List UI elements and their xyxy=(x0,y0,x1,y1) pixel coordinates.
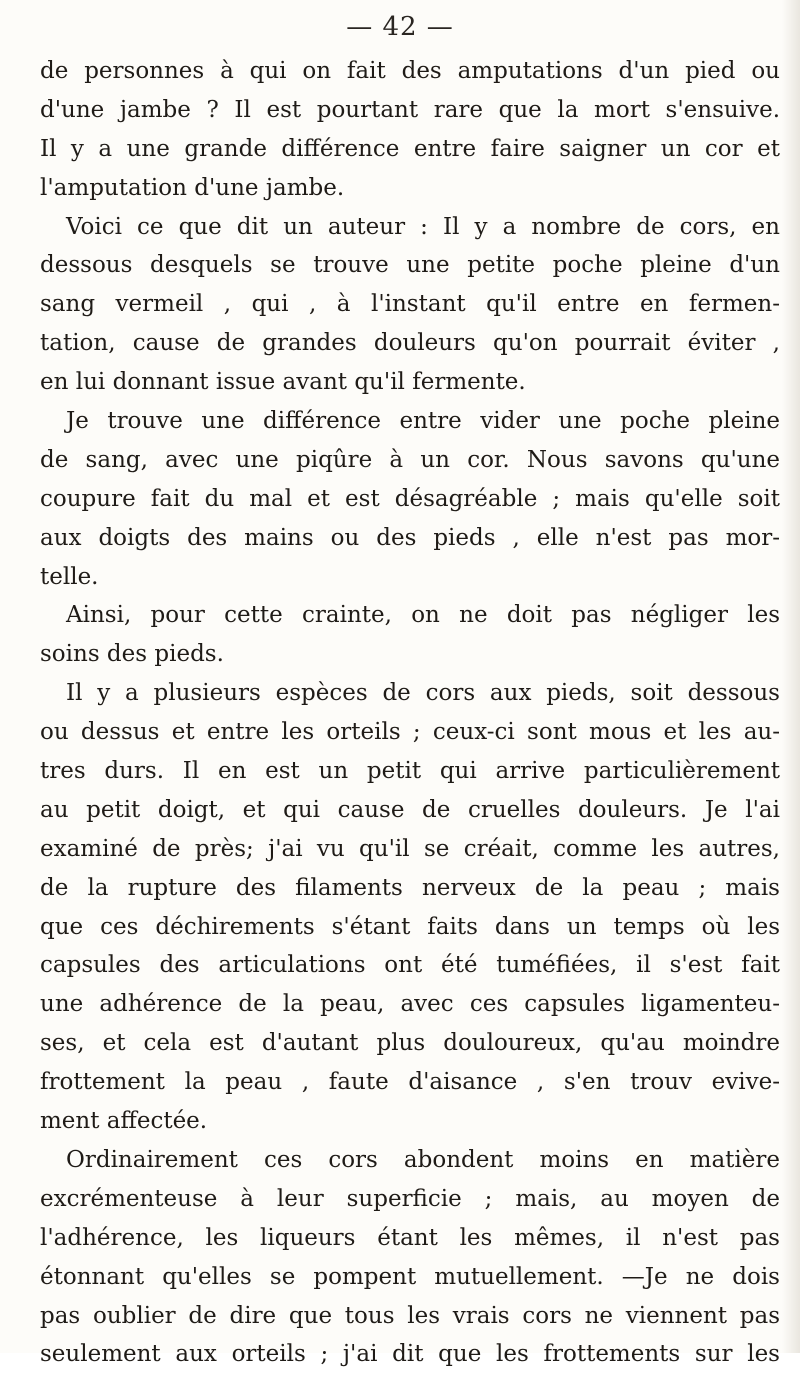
text-line: soins des pieds. xyxy=(40,641,224,668)
text-line: une adhérence de la peau, avec ces capsules ligamenteu- xyxy=(40,991,780,1018)
text-line: que ces déchirements s'étant faits dans un temps où les xyxy=(40,913,780,940)
text-line: étonnant qu'elles se pompent mutuellement. —Je ne dois xyxy=(40,1263,780,1290)
text-line: telle. xyxy=(40,563,99,590)
text-line: coupure fait du mal et est désagréable ; mais qu'elle soit xyxy=(40,485,780,512)
text-line: tation, cause de grandes douleurs qu'on pourrait éviter , xyxy=(40,330,780,357)
text-line: en lui donnant issue avant qu'il fermente. xyxy=(40,369,526,396)
text-line: aux doigts des mains ou des pieds , elle n'est pas mor- xyxy=(40,524,780,551)
text-line: l'amputation d'une jambe. xyxy=(40,174,345,201)
page-edge-shadow xyxy=(782,0,800,1353)
page-number: — 42 — xyxy=(346,12,454,42)
text-line: au petit doigt, et qui cause de cruelles douleurs. Je l'ai xyxy=(40,796,780,823)
text-line: de la rupture des filaments nerveux de la peau ; mais xyxy=(40,874,780,901)
text-line: Voici ce que dit un auteur : Il y a nombre de cors, en xyxy=(66,213,780,240)
text-line: frottement la peau , faute d'aisance , s'en trouv evive- xyxy=(40,1069,780,1096)
text-line: sang vermeil , qui , à l'instant qu'il entre en fermen- xyxy=(40,291,780,318)
text-line: de personnes à qui on fait des amputations d'un pied ou xyxy=(40,58,780,84)
text-line: l'adhérence, les liqueurs étant les mêmes, il n'est pas xyxy=(40,1224,780,1251)
text-line: de sang, avec une piqûre à un cor. Nous savons qu'une xyxy=(40,446,780,473)
text-line: ses, et cela est d'autant plus douloureux, qu'au moindre xyxy=(40,1030,780,1057)
text-line: seulement aux orteils ; j'ai dit que les frottements sur les xyxy=(40,1341,780,1368)
text-line: pas oublier de dire que tous les vrais cors ne viennent pas xyxy=(40,1302,780,1329)
text-line: capsules des articulations ont été tuméfiées, il s'est fait xyxy=(40,952,780,979)
text-line: Ainsi, pour cette crainte, on ne doit pas négliger les xyxy=(66,602,780,629)
text-line: ou dessus et entre les orteils ; ceux-ci sont mous et les au- xyxy=(40,719,780,746)
text-line: Il y a plusieurs espèces de cors aux pieds, soit dessous xyxy=(66,680,780,707)
text-line: d'une jambe ? Il est pourtant rare que la mort s'ensuive. xyxy=(40,96,780,123)
text-line: excrémenteuse à leur superficie ; mais, au moyen de xyxy=(40,1185,780,1212)
text-line: Il y a une grande différence entre faire saigner un cor et xyxy=(40,135,780,162)
body-text xyxy=(40,52,780,1374)
text-line: ment affectée. xyxy=(40,1108,208,1135)
text-line: tres durs. Il en est un petit qui arrive particulièrement xyxy=(40,758,780,785)
text-line: examiné de près; j'ai vu qu'il se créait, comme les autres, xyxy=(40,835,780,862)
text-line: dessous desquels se trouve une petite poche pleine d'un xyxy=(40,252,780,279)
text-line: Je trouve une différence entre vider une poche pleine xyxy=(66,408,780,435)
text-line: Ordinairement ces cors abondent moins en matière xyxy=(66,1146,780,1173)
